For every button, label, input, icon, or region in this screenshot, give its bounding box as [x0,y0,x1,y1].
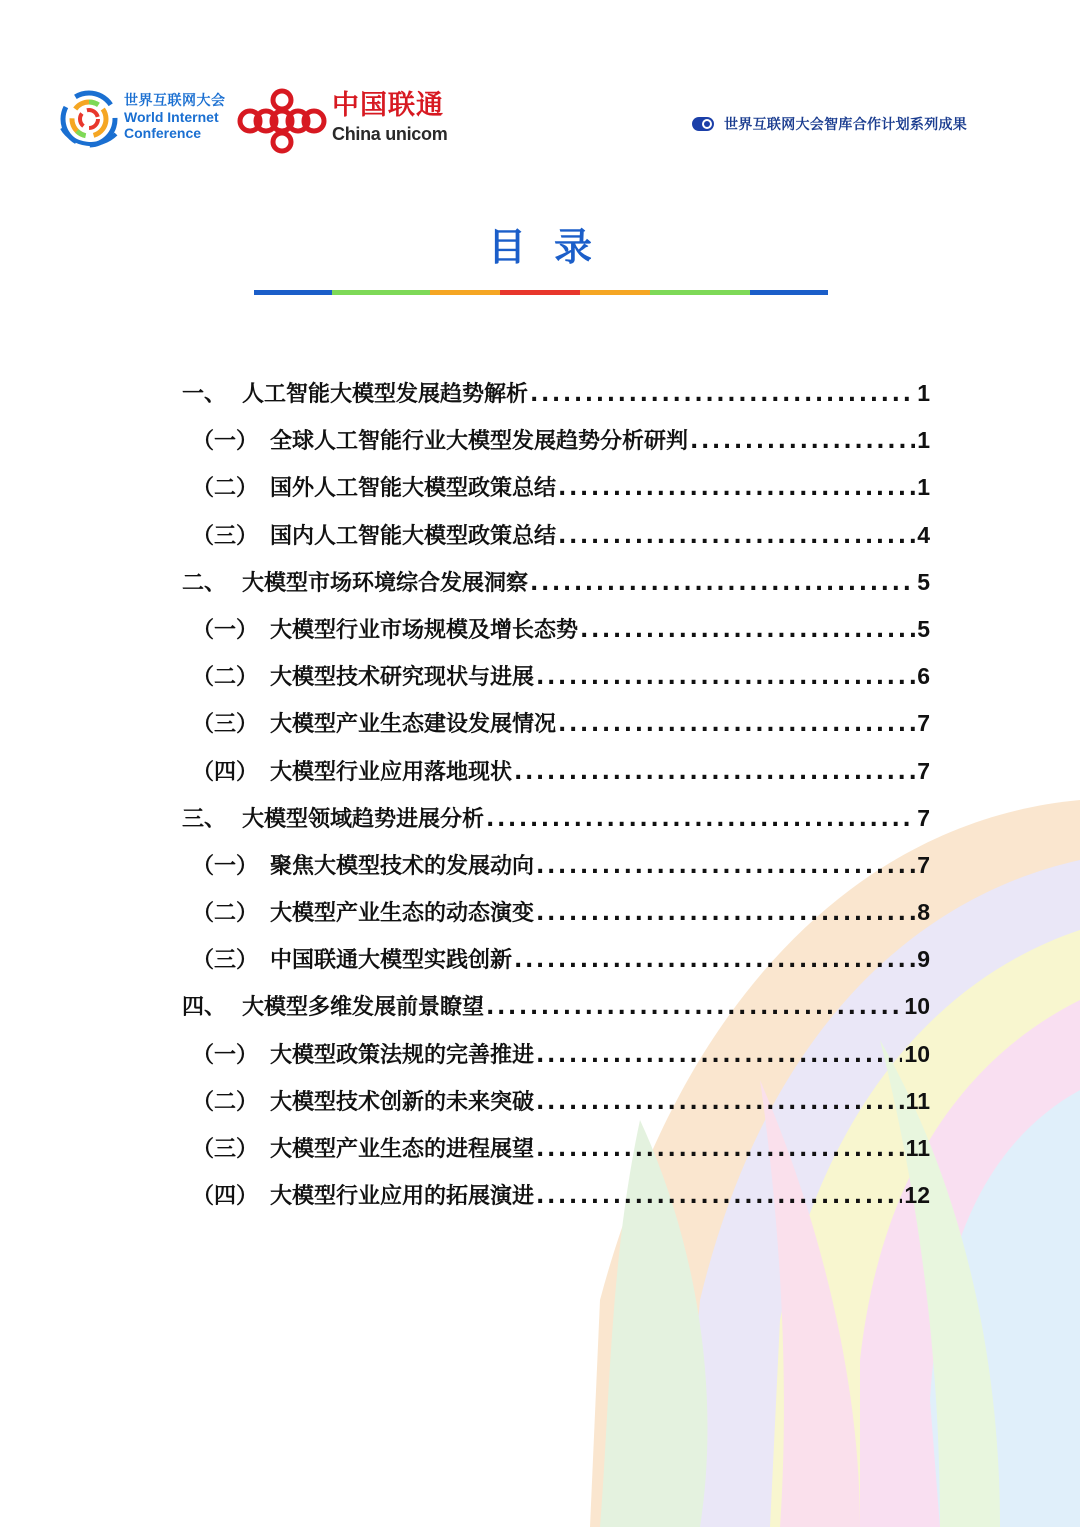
title-underline-bar [254,290,828,295]
toc-entry-title: 中国联通大模型实践创新 [270,948,513,974]
unicom-knot-icon [236,88,328,154]
toc-dot-leader [536,654,915,701]
toc-entry-title: 大模型行业应用的拓展演进 [270,1184,535,1210]
toc-section-entry[interactable] [182,1125,930,1172]
toc-dot-leader [580,607,915,654]
toc-page-number: 1 [917,474,930,501]
wic-emblem-icon [58,88,120,150]
page-title: 目录 [487,225,620,269]
toc-page-number: 12 [904,1182,930,1209]
toc-page-number: 8 [917,899,930,926]
toc-section-entry[interactable] [182,512,930,559]
toc-entry-title: 全球人工智能行业大模型发展趋势分析研判 [270,429,689,455]
toc-entry-number: （三） [192,1137,259,1162]
toc-section-entry[interactable] [182,842,930,889]
title-bar-segment [332,290,430,295]
wic-name-en-line1: World Internet [124,109,219,125]
toc-section-entry[interactable] [182,653,930,700]
toc-page-number: 1 [917,380,930,406]
toc-dot-leader [536,890,915,937]
toc-dot-leader [558,465,915,512]
toc-entry-title: 大模型技术研究现状与进展 [270,665,535,691]
toc-section-entry[interactable] [182,936,930,983]
series-tag [692,114,967,134]
toc-entry-number: 一、 [182,382,227,407]
table-of-contents [182,370,930,1219]
toc-section-entry[interactable] [182,464,930,511]
toc-entry-title: 国外人工智能大模型政策总结 [270,476,557,502]
toc-page-number: 5 [917,568,930,595]
toc-entry-number: （一） [192,1042,259,1068]
toc-entry-number: （四） [192,1184,259,1210]
toc-entry-title: 人工智能大模型发展趋势解析 [242,382,529,407]
toc-entry-number: 三、 [182,806,227,832]
toc-page-number: 11 [905,1087,930,1114]
toc-entry-number: 四、 [182,995,227,1021]
toc-chapter-entry[interactable] [182,370,930,417]
toc-page-number: 7 [917,710,930,737]
toc-dot-leader [514,749,915,796]
toc-dot-leader [536,1173,902,1220]
wic-logo [58,86,236,156]
toc-page-number: 7 [917,851,930,878]
wic-name-cn: 世界互联网大会 [124,93,226,109]
toc-entry-number: （一） [192,853,259,879]
toc-chapter-entry[interactable] [182,559,930,606]
title-bar-segment [650,290,750,295]
toc-chapter-entry[interactable] [182,795,930,842]
toc-section-entry[interactable] [182,1031,930,1078]
toc-dot-leader [486,796,915,843]
toc-page-number: 1 [917,427,930,454]
toc-entry-number: （四） [192,759,259,785]
toc-entry-title: 大模型产业生态的进程展望 [270,1137,535,1162]
toc-section-entry[interactable] [182,700,930,747]
toc-section-entry[interactable] [182,748,930,795]
toc-section-entry[interactable] [182,606,930,653]
toc-entry-number: （二） [192,665,259,691]
toc-entry-title: 大模型多维发展前景瞭望 [242,995,485,1021]
unicom-name-en: China unicom [332,124,448,144]
toc-entry-number: （一） [192,429,259,455]
toc-dot-leader [690,418,915,465]
toc-entry-title: 大模型产业生态的动态演变 [270,901,535,927]
china-unicom-logo [236,88,456,154]
title-bar-segment [580,290,650,295]
toc-page-number: 10 [904,993,930,1020]
toc-page-number: 7 [917,804,930,831]
toc-entry-title: 大模型市场环境综合发展洞察 [242,570,529,596]
toc-entry-title: 大模型行业应用落地现状 [270,759,513,785]
toc-entry-title: 大模型领域趋势进展分析 [242,806,485,832]
toc-entry-title: 大模型政策法规的完善推进 [270,1042,535,1068]
toc-page-number: 9 [917,946,930,973]
toc-page-number: 10 [904,1040,930,1067]
toc-entry-title: 大模型行业市场规模及增长态势 [270,617,579,643]
title-bar-segment [254,290,332,295]
toc-chapter-entry[interactable] [182,983,930,1030]
title-bar-segment [500,290,580,295]
toc-entry-number: （二） [192,901,259,927]
toc-page-number: 11 [905,1135,930,1161]
toc-dot-leader [558,513,915,560]
toc-entry-title: 国内人工智能大模型政策总结 [270,523,557,549]
toc-section-entry[interactable] [182,1078,930,1125]
toc-section-entry[interactable] [182,417,930,464]
toc-page-number: 5 [917,615,930,642]
toc-entry-number: （三） [192,948,259,974]
toc-entry-number: （三） [192,712,259,738]
toc-entry-title: 大模型技术创新的未来突破 [270,1089,535,1115]
toc-entry-number: （二） [192,1089,259,1115]
toc-section-entry[interactable] [182,889,930,936]
toc-entry-title: 大模型产业生态建设发展情况 [270,712,557,738]
toc-section-entry[interactable] [182,1172,930,1219]
toc-entry-number: （三） [192,523,259,549]
unicom-name-cn: 中国联通 [332,90,444,121]
toc-dot-leader [536,843,915,890]
title-bar-segment [430,290,500,295]
toc-dot-leader [486,984,902,1031]
page-header [0,0,1080,190]
toc-dot-leader [514,937,915,984]
title-bar-segment [750,290,828,295]
toc-page-number: 6 [917,663,930,690]
series-label: 世界互联网大会智库合作计划系列成果 [724,117,968,133]
toc-entry-title: 聚焦大模型技术的发展动向 [270,853,535,879]
toc-page-number: 4 [917,521,930,548]
series-toggle-icon [692,117,714,131]
toc-entry-number: （二） [192,476,259,502]
toc-entry-number: 二、 [182,570,227,596]
toc-dot-leader [536,1126,904,1173]
toc-dot-leader [536,1032,902,1079]
toc-dot-leader [536,1079,904,1126]
toc-dot-leader [558,701,915,748]
toc-page-number: 7 [917,757,930,784]
wic-name-en-line2: Conference [124,125,202,141]
toc-dot-leader [530,560,915,607]
toc-entry-number: （一） [192,617,259,643]
toc-dot-leader [530,371,915,418]
